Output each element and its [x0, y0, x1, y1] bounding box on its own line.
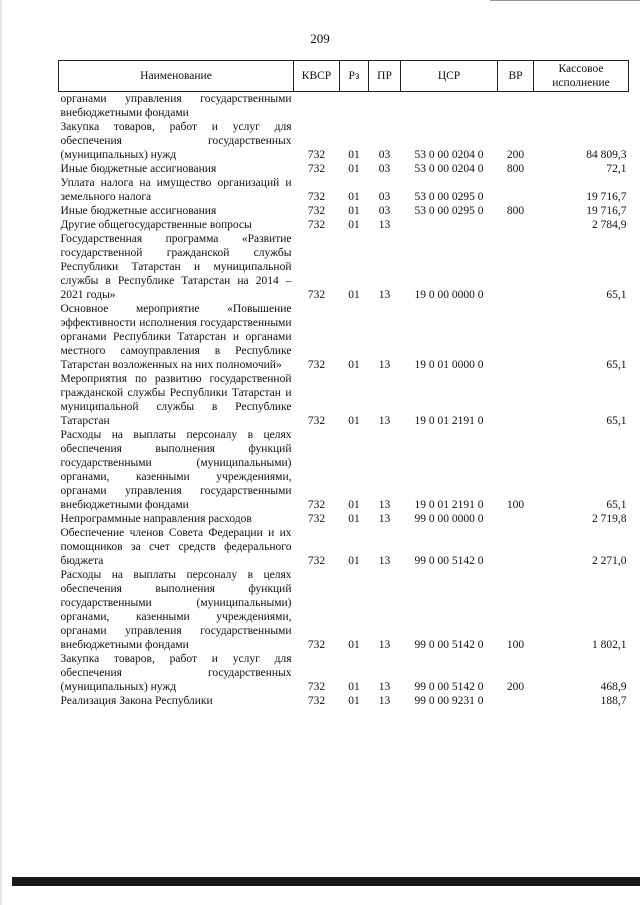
cell-kvsr: 732	[307, 499, 326, 511]
table-row	[59, 512, 629, 526]
cell-vr	[498, 92, 534, 121]
cell-rz: 01	[348, 639, 360, 651]
cell-pr: 13	[378, 289, 391, 301]
cell-rz: 01	[348, 289, 360, 301]
cell-rz: 01	[348, 149, 360, 161]
cell-kvsr: 732	[307, 191, 326, 203]
cell-rz: 01	[348, 513, 360, 525]
cell-name: Иные бюджетные ассигнования	[60, 163, 217, 175]
cell-rz: 01	[348, 359, 360, 371]
cell-pr: 03	[378, 163, 391, 175]
cell-name: Закупка товаров, работ и услуг для обеспечения государственных (муниципальных) нужд	[60, 653, 292, 693]
cell-amount: 65,1	[606, 415, 627, 427]
cell-csr: 99 0 00 0000 0	[414, 513, 484, 525]
cell-csr: 53 0 00 0204 0	[414, 149, 484, 161]
cell-pr: 13	[378, 359, 391, 371]
cell-pr: 13	[378, 513, 391, 525]
cell-amount: 19 716,7	[586, 205, 627, 217]
cell-name: Закупка товаров, работ и услуг для обеспечения государственных (муниципальных) нужд	[60, 121, 292, 161]
cell-vr	[498, 512, 534, 526]
cell-kvsr: 732	[307, 513, 326, 525]
cell-vr: 200	[506, 149, 525, 161]
table-row	[59, 428, 629, 512]
cell-amount: 19 716,7	[586, 191, 627, 203]
cell-kvsr: 732	[307, 149, 326, 161]
cell-amount: 188,7	[600, 695, 627, 707]
cell-name: органами управления государственными внебюджетными фондами	[60, 93, 292, 119]
cell-rz: 01	[348, 695, 360, 707]
cell-vr	[498, 302, 534, 372]
cell-amount: 72,1	[606, 163, 627, 175]
cell-name: Основное мероприятие «Повышение эффективности исполнения государственными органами Республики Татарстан и органами местного самоуправления в Республике Татарстан возложенных на них полномочий»	[60, 303, 292, 371]
cell-rz: 01	[348, 191, 360, 203]
cell-csr: 53 0 00 0295 0	[414, 205, 484, 217]
cell-vr: 200	[506, 681, 525, 693]
cell-amount: 65,1	[606, 499, 627, 511]
cell-name: Уплата налога на имущество организаций и земельного налога	[60, 177, 292, 203]
table-row	[59, 302, 629, 372]
cell-csr: 99 0 00 5142 0	[414, 555, 484, 567]
cell-csr: 19 0 01 2191 0	[414, 499, 484, 511]
cell-csr	[401, 218, 498, 232]
cell-amount	[534, 92, 629, 121]
table-row	[59, 120, 629, 162]
cell-name: Расходы на выплаты персоналу в целях обеспечения выполнения функций государственными (муниципальными) органами, казенными учреждениями, органами управления государственными внебюджетными фондами	[60, 569, 292, 651]
cell-vr	[498, 218, 534, 232]
cell-kvsr	[294, 92, 340, 121]
cell-csr: 19 0 01 0000 0	[414, 359, 484, 371]
cell-pr: 13	[378, 555, 391, 567]
cell-kvsr: 732	[307, 639, 326, 651]
cell-pr	[369, 92, 401, 121]
table-row	[59, 232, 629, 302]
table-body	[59, 92, 629, 709]
cell-pr: 13	[378, 219, 391, 231]
cell-kvsr: 732	[307, 681, 326, 693]
cell-amount: 468,9	[600, 681, 627, 693]
cell-vr	[498, 372, 534, 428]
cell-vr	[498, 694, 534, 708]
table-row	[59, 526, 629, 568]
cell-rz: 01	[348, 681, 360, 693]
scan-edge-top	[490, 0, 640, 1]
cell-kvsr: 732	[307, 219, 326, 231]
table-row	[59, 372, 629, 428]
table-row	[59, 176, 629, 204]
cell-pr: 13	[378, 695, 391, 707]
cell-name: Непрограммные направления расходов	[60, 513, 252, 525]
cell-rz	[340, 92, 369, 121]
header-pr: ПР	[369, 61, 401, 92]
cell-csr: 99 0 00 9231 0	[414, 695, 484, 707]
cell-pr: 03	[378, 205, 391, 217]
table-row	[59, 218, 629, 232]
cell-name: Другие общегосударственные вопросы	[60, 219, 252, 231]
cell-kvsr: 732	[307, 359, 326, 371]
header-amount: Кассовое исполнение	[534, 61, 629, 92]
cell-kvsr: 732	[307, 415, 326, 427]
cell-vr: 800	[506, 163, 525, 175]
page-number: 209	[310, 31, 330, 46]
cell-vr	[498, 526, 534, 568]
cell-amount: 2 719,8	[592, 513, 627, 525]
scan-edge-bottom	[12, 877, 640, 886]
cell-csr: 53 0 00 0204 0	[414, 163, 484, 175]
cell-name: Реализация Закона Республики	[60, 695, 213, 707]
header-rz: Рз	[340, 61, 369, 92]
cell-pr: 03	[378, 191, 391, 203]
header-name: Наименование	[59, 61, 294, 92]
header-csr: ЦСР	[401, 61, 498, 92]
cell-rz: 01	[348, 499, 360, 511]
cell-amount: 65,1	[606, 359, 627, 371]
cell-name: Иные бюджетные ассигнования	[60, 205, 217, 217]
cell-amount: 2 784,9	[592, 219, 627, 231]
cell-name: Расходы на выплаты персоналу в целях обеспечения выполнения функций государственными (муниципальными) органами, казенными учреждениями, органами управления государственными внебюджетными фондами	[60, 429, 292, 511]
cell-name: Обеспечение членов Совета Федерации и их помощников за счет средств федерального бюджета	[60, 527, 292, 567]
cell-kvsr: 732	[307, 289, 326, 301]
cell-csr	[401, 92, 498, 121]
cell-vr	[498, 232, 534, 302]
cell-pr: 13	[378, 415, 391, 427]
cell-kvsr: 732	[307, 695, 326, 707]
cell-pr: 13	[378, 681, 391, 693]
cell-amount: 84 809,3	[586, 149, 627, 161]
table-header-row	[59, 61, 629, 92]
cell-csr: 19 0 00 0000 0	[414, 289, 484, 301]
cell-csr: 99 0 00 5142 0	[414, 681, 484, 693]
cell-amount: 1 802,1	[592, 639, 627, 651]
budget-table	[58, 60, 629, 708]
cell-kvsr: 732	[307, 163, 326, 175]
cell-name: Государственная программа «Развитие государственной гражданской службы Республики Татарстан и муниципальной службы в Республике Татарстан на 2014 – 2021 годы»	[60, 233, 292, 301]
cell-kvsr: 732	[307, 205, 326, 217]
cell-csr: 19 0 01 2191 0	[414, 415, 484, 427]
cell-csr: 53 0 00 0295 0	[414, 191, 484, 203]
cell-vr: 800	[506, 205, 525, 217]
table-row	[59, 694, 629, 708]
header-kvsr: КВСР	[294, 61, 340, 92]
cell-amount: 2 271,0	[592, 555, 627, 567]
scan-edge-left	[0, 0, 2, 905]
table-row	[59, 162, 629, 176]
table-row	[59, 92, 629, 121]
cell-rz: 01	[348, 555, 360, 567]
cell-vr: 100	[506, 499, 525, 511]
cell-csr: 99 0 00 5142 0	[414, 639, 484, 651]
cell-rz: 01	[348, 205, 360, 217]
table-row	[59, 652, 629, 694]
cell-amount: 65,1	[606, 289, 627, 301]
cell-pr: 13	[378, 499, 391, 511]
cell-rz: 01	[348, 163, 360, 175]
cell-rz: 01	[348, 219, 360, 231]
cell-rz: 01	[348, 415, 360, 427]
cell-name: Мероприятия по развитию государственной гражданской службы Республики Татарстан и муниципальной службы в Республике Татарстан	[60, 373, 292, 427]
table-row	[59, 568, 629, 652]
header-vr: ВР	[498, 61, 534, 92]
table-row	[59, 204, 629, 218]
cell-pr: 03	[378, 149, 391, 161]
cell-kvsr: 732	[307, 555, 326, 567]
cell-vr	[498, 176, 534, 204]
cell-pr: 13	[378, 639, 391, 651]
cell-vr: 100	[506, 639, 525, 651]
